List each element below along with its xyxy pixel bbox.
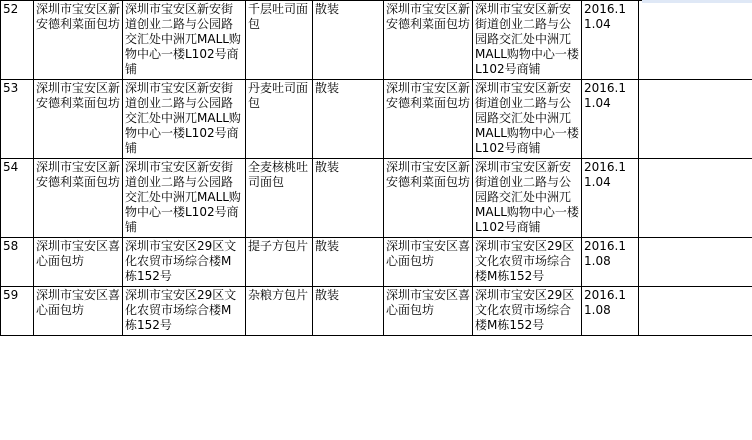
cell-sampling-date: 2016.11.04 xyxy=(582,1,639,80)
cell-maker-address: 深圳市宝安区新安街道创业二路与公园路交汇处中洲兀MALL购物中心一楼L102号商铺 xyxy=(473,1,582,80)
cell-maker-name: 深圳市宝安区新安德利菜面包坊 xyxy=(384,159,473,238)
cell-index: 59 xyxy=(1,287,34,336)
table-row xyxy=(1,287,752,336)
cell-unit-address: 深圳市宝安区新安街道创业二路与公园路交汇处中洲兀MALL购物中心一楼L102号商铺 xyxy=(123,80,246,159)
cell-spec: 散装 xyxy=(313,80,384,159)
cell-sampling-date: 2016.11.04 xyxy=(582,159,639,238)
cell-spec: 散装 xyxy=(313,287,384,336)
cell-extra xyxy=(639,238,752,287)
cell-product: 全麦核桃吐司面包 xyxy=(246,159,313,238)
cell-index: 52 xyxy=(1,1,34,80)
cell-unit-address: 深圳市宝安区新安街道创业二路与公园路交汇处中洲兀MALL购物中心一楼L102号商铺 xyxy=(123,1,246,80)
cell-product: 提子方包片 xyxy=(246,238,313,287)
cell-sampling-date: 2016.11.08 xyxy=(582,238,639,287)
cell-maker-name: 深圳市宝安区新安德利菜面包坊 xyxy=(384,1,473,80)
cell-maker-address: 深圳市宝安区29区文化农贸市场综合楼M栋152号 xyxy=(473,287,582,336)
cell-unit-name: 深圳市宝安区新安德利菜面包坊 xyxy=(34,159,123,238)
table-row xyxy=(1,80,752,159)
cell-unit-address: 深圳市宝安区新安街道创业二路与公园路交汇处中洲兀MALL购物中心一楼L102号商铺 xyxy=(123,159,246,238)
cell-index: 58 xyxy=(1,238,34,287)
cell-unit-address: 深圳市宝安区29区文化农贸市场综合楼M栋152号 xyxy=(123,238,246,287)
cell-product: 杂粮方包片 xyxy=(246,287,313,336)
cell-index: 54 xyxy=(1,159,34,238)
cell-maker-name: 深圳市宝安区新安德利菜面包坊 xyxy=(384,80,473,159)
cell-sampling-date: 2016.11.04 xyxy=(582,80,639,159)
cell-unit-address: 深圳市宝安区29区文化农贸市场综合楼M栋152号 xyxy=(123,287,246,336)
cell-extra xyxy=(639,287,752,336)
cell-unit-name: 深圳市宝安区喜心面包坊 xyxy=(34,238,123,287)
cell-maker-address: 深圳市宝安区29区文化农贸市场综合楼M栋152号 xyxy=(473,238,582,287)
cell-extra xyxy=(639,1,752,80)
table-row xyxy=(1,1,752,80)
cell-maker-address: 深圳市宝安区新安街道创业二路与公园路交汇处中洲兀MALL购物中心一楼L102号商铺 xyxy=(473,159,582,238)
cell-index: 53 xyxy=(1,80,34,159)
cell-maker-name: 深圳市宝安区喜心面包坊 xyxy=(384,287,473,336)
cell-maker-name: 深圳市宝安区喜心面包坊 xyxy=(384,238,473,287)
cell-extra xyxy=(639,80,752,159)
table-body xyxy=(1,1,752,336)
cell-unit-name: 深圳市宝安区新安德利菜面包坊 xyxy=(34,1,123,80)
cell-spec: 散装 xyxy=(313,159,384,238)
cell-sampling-date: 2016.11.08 xyxy=(582,287,639,336)
cell-extra xyxy=(639,159,752,238)
top-strip-decoration xyxy=(642,0,752,3)
cell-spec: 散装 xyxy=(313,238,384,287)
cell-unit-name: 深圳市宝安区新安德利菜面包坊 xyxy=(34,80,123,159)
table-row xyxy=(1,159,752,238)
cell-product: 千层吐司面包 xyxy=(246,1,313,80)
cell-unit-name: 深圳市宝安区喜心面包坊 xyxy=(34,287,123,336)
cell-maker-address: 深圳市宝安区新安街道创业二路与公园路交汇处中洲兀MALL购物中心一楼L102号商铺 xyxy=(473,80,582,159)
cell-spec: 散装 xyxy=(313,1,384,80)
cell-product: 丹麦吐司面包 xyxy=(246,80,313,159)
table-row xyxy=(1,238,752,287)
